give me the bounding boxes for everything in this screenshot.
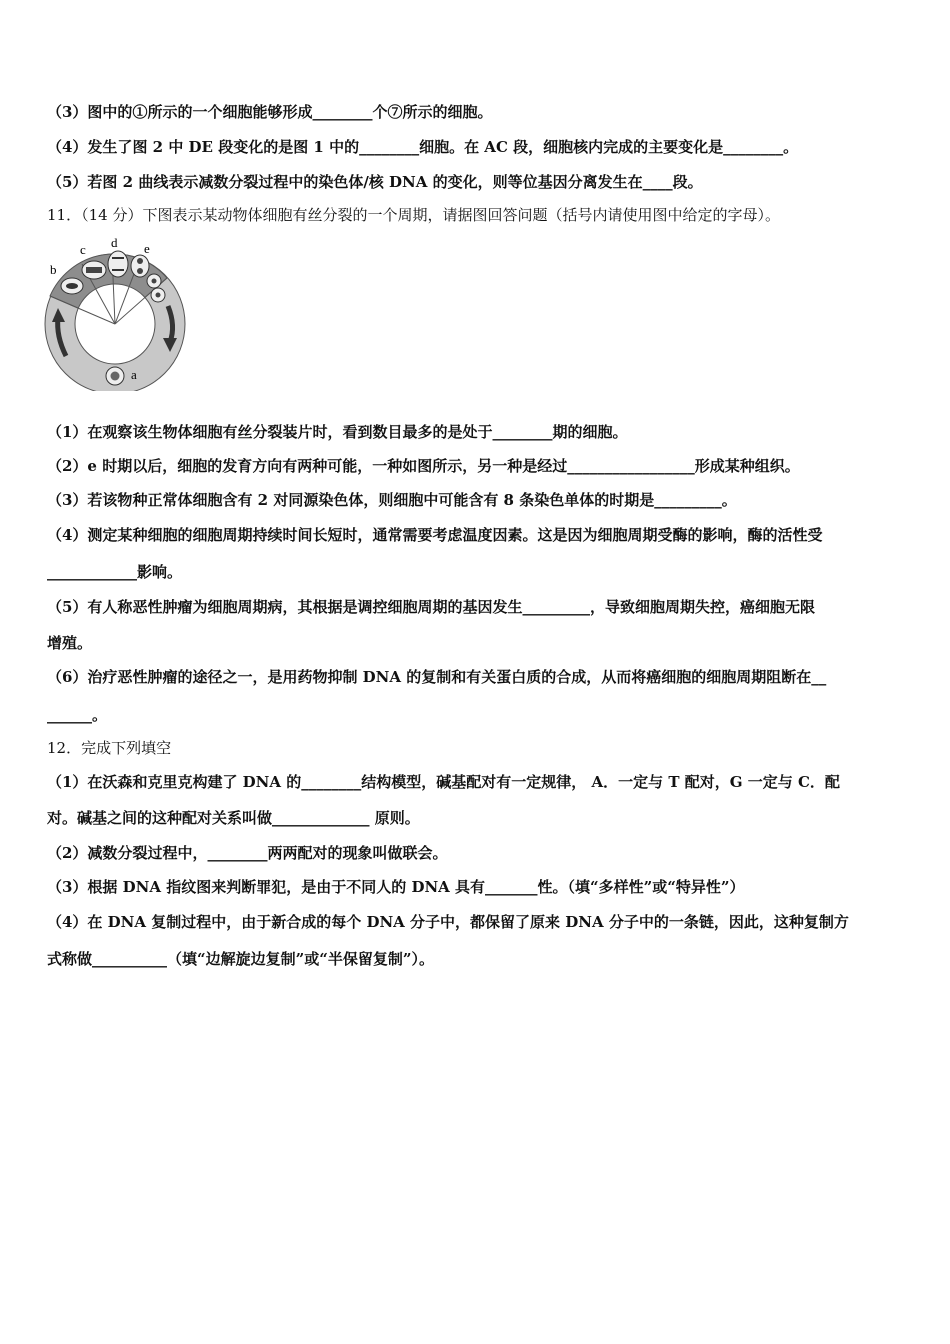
q12-part1-line1: （1）在沃森和克里克构建了 DNA 的________结构模型，碱基配对有一定规律， A．一定与 T 配对，G 一定与 C．配 xyxy=(47,773,840,791)
q12-part4-line2: 式称做__________（填“边解旋边复制”或“半保留复制”）。 xyxy=(47,950,435,968)
cell-d-icon xyxy=(108,251,128,277)
q10-part4: （4）发生了图 2 中 DE 段变化的是图 1 中的________细胞。在 AC 段，细胞核内完成的主要变化是________。 xyxy=(47,138,799,156)
q12-stem: 12．完成下列填空 xyxy=(47,739,172,757)
q12-part1-line2: 对。碱基之间的这种配对关系叫做_____________ 原则。 xyxy=(47,809,420,827)
label-b: b xyxy=(50,262,57,277)
label-c: c xyxy=(80,242,86,257)
q10-part5: （5）若图 2 曲线表示减数分裂过程中的染色体/核 DNA 的变化，则等位基因分离发生在____段。 xyxy=(47,173,703,191)
q10-part3: （3）图中的①所示的一个细胞能够形成________个⑦所示的细胞。 xyxy=(47,103,493,121)
q11-part5-line2: 增殖。 xyxy=(47,634,93,652)
label-a: a xyxy=(131,367,137,382)
q12-part3: （3）根据 DNA 指纹图来判断罪犯，是由于不同人的 DNA 具有_______性。（填“多样性”或“特异性”） xyxy=(47,878,745,896)
cell-c-chromosomes xyxy=(86,267,102,273)
daughter-cell-nucleus xyxy=(152,279,157,284)
cell-cycle-diagram xyxy=(42,236,192,391)
cell-e-nucleus xyxy=(137,268,143,274)
q11-part1: （1）在观察该生物体细胞有丝分裂装片时，看到数目最多的是处于________期的细胞。 xyxy=(47,423,628,441)
q12-part4-line1: （4）在 DNA 复制过程中，由于新合成的每个 DNA 分子中，都保留了原来 DNA 分子中的一条链，因此，这种复制方 xyxy=(47,913,849,931)
q11-part4-line1: （4）测定某种细胞的细胞周期持续时间长短时，通常需要考虑温度因素。这是因为细胞周期受酶的影响，酶的活性受 xyxy=(47,526,823,544)
label-d: d xyxy=(111,236,118,250)
q11-stem: 11．（14 分）下图表示某动物体细胞有丝分裂的一个周期，请据图回答问题（括号内请使用图中给定的字母）。 xyxy=(47,206,780,224)
cell-a-nucleus xyxy=(111,372,120,381)
cell-cycle-figure xyxy=(42,236,192,391)
label-e: e xyxy=(144,241,150,256)
q11-part4-line2: ____________影响。 xyxy=(47,563,183,581)
q12-part2: （2）减数分裂过程中，________两两配对的现象叫做联会。 xyxy=(47,844,448,862)
q11-part5-line1: （5）有人称恶性肿瘤为细胞周期病，其根据是调控细胞周期的基因发生_________，导致细胞周期失控，癌细胞无限 xyxy=(47,598,815,616)
q11-part3: （3）若该物种正常体细胞含有 2 对同源染色体，则细胞中可能含有 8 条染色单体的时期是_________。 xyxy=(47,491,737,509)
cell-b-chromosomes xyxy=(66,283,78,289)
q11-part6-line2: ______。 xyxy=(47,706,108,724)
daughter-cell-nucleus xyxy=(156,293,161,298)
cell-e-nucleus xyxy=(137,258,143,264)
q11-part6-line1: （6）治疗恶性肿瘤的途径之一，是用药物抑制 DNA 的复制和有关蛋白质的合成，从而将癌细胞的细胞周期阻断在__ xyxy=(47,668,827,686)
q11-part2: （2）e 时期以后，细胞的发育方向有两种可能，一种如图所示，另一种是经过_________________形成某种组织。 xyxy=(47,457,800,475)
